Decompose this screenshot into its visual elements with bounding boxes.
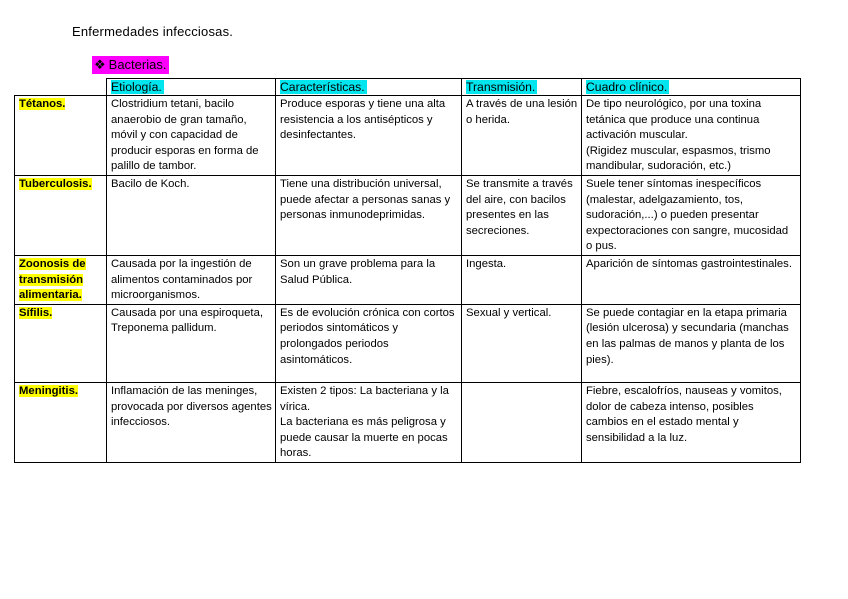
etiologia-cell: Clostridium tetani, bacilo anaerobio de gran tamaño, móvil y con capacidad de producir esporas en forma de palillo de tambor. — [107, 96, 276, 176]
disease-name-cell — [15, 304, 107, 382]
table-row — [15, 175, 801, 255]
cuadro-cell: Suele tener síntomas inespecíficos (malestar, adelgazamiento, tos, sudoración,...) o pueden presentar expectoraciones con sangre, mucosidad o pus. — [582, 175, 801, 255]
section-label: Bacterias. — [108, 57, 167, 72]
table-row — [15, 255, 801, 304]
disease-name: Zoonosis de transmisión alimentaria. — [19, 257, 86, 302]
header-caracteristicas — [276, 79, 462, 96]
transmision-cell: A través de una lesión o herida. — [462, 96, 582, 176]
caracteristicas-cell: Son un grave problema para la Salud Pública. — [276, 255, 462, 304]
etiologia-cell: Causada por una espiroqueta, Treponema pallidum. — [107, 304, 276, 382]
etiologia-cell: Bacilo de Koch. — [107, 175, 276, 255]
cuadro-text: Se puede contagiar en la etapa primaria (lesión ulcerosa) y secundaria (manchas en las palmas de manos y planta de los pies). — [586, 306, 789, 366]
header-cuadro — [582, 79, 801, 96]
header-caracteristicas-label: Características. — [280, 80, 365, 94]
cell-spacer — [586, 368, 797, 382]
disease-name-cell — [15, 255, 107, 304]
table-row — [15, 304, 801, 382]
caracteristicas-cell: Tiene una distribución universal, puede afectar a personas sanas y personas inmunodeprimidas. — [276, 175, 462, 255]
header-cuadro-label: Cuadro clínico. — [586, 80, 668, 94]
header-etiologia-label: Etiología. — [111, 80, 162, 94]
cuadro-cell — [582, 304, 801, 382]
disease-name-cell — [15, 383, 107, 463]
transmision-cell — [462, 383, 582, 463]
transmision-cell: Sexual y vertical. — [462, 304, 582, 382]
cuadro-text: De tipo neurológico, por una toxina tetánica que produce una continua activación muscular. — [586, 98, 762, 142]
table-row — [15, 96, 801, 176]
diamond-bullet-icon: ❖ — [94, 57, 106, 72]
transmision-cell: Se transmite a través del aire, con bacilos presentes en las secreciones. — [462, 175, 582, 255]
caracteristicas-cell: Es de evolución crónica con cortos periodos sintomáticos y prolongados periodos asintomáticos. — [276, 304, 462, 382]
document-title: Enfermedades infecciosas. — [72, 24, 234, 39]
header-transmision-label: Transmisión. — [466, 80, 536, 94]
cuadro-extra-text: (Rigidez muscular, espasmos, trismo mandibular, sudoración, etc.) — [586, 144, 771, 173]
etiologia-cell: Inflamación de las meninges, provocada por diversos agentes infecciosos. — [107, 383, 276, 463]
caracteristicas-extra-text: La bacteriana es más peligrosa y puede causar la muerte en pocas horas. — [280, 416, 448, 460]
header-etiologia — [107, 79, 276, 96]
caracteristicas-cell — [276, 383, 462, 463]
table-row — [15, 383, 801, 463]
cuadro-cell — [582, 96, 801, 176]
cuadro-cell: Aparición de síntomas gastrointestinales. — [582, 255, 801, 304]
header-transmision — [462, 79, 582, 96]
disease-name-cell — [15, 96, 107, 176]
transmision-cell: Ingesta. — [462, 255, 582, 304]
disease-name: Meningitis. — [19, 385, 78, 398]
disease-name: Tuberculosis. — [19, 177, 92, 190]
caracteristicas-cell: Produce esporas y tiene una alta resistencia a los antisépticos y desinfectantes. — [276, 96, 462, 176]
section-heading — [92, 56, 169, 74]
cuadro-cell: Fiebre, escalofríos, nauseas y vomitos, dolor de cabeza intenso, posibles cambios en el estado mental y sensibilidad a la luz. — [582, 383, 801, 463]
disease-name: Tétanos. — [19, 98, 66, 110]
table-header-row — [15, 79, 801, 96]
disease-table — [14, 78, 801, 463]
etiologia-cell: Causada por la ingestión de alimentos contaminados por microorganismos. — [107, 255, 276, 304]
header-blank — [15, 79, 107, 96]
disease-name: Sífilis. — [19, 306, 53, 319]
disease-name-cell — [15, 175, 107, 255]
caracteristicas-text: Existen 2 tipos: La bacteriana y la vírica. — [280, 385, 449, 413]
